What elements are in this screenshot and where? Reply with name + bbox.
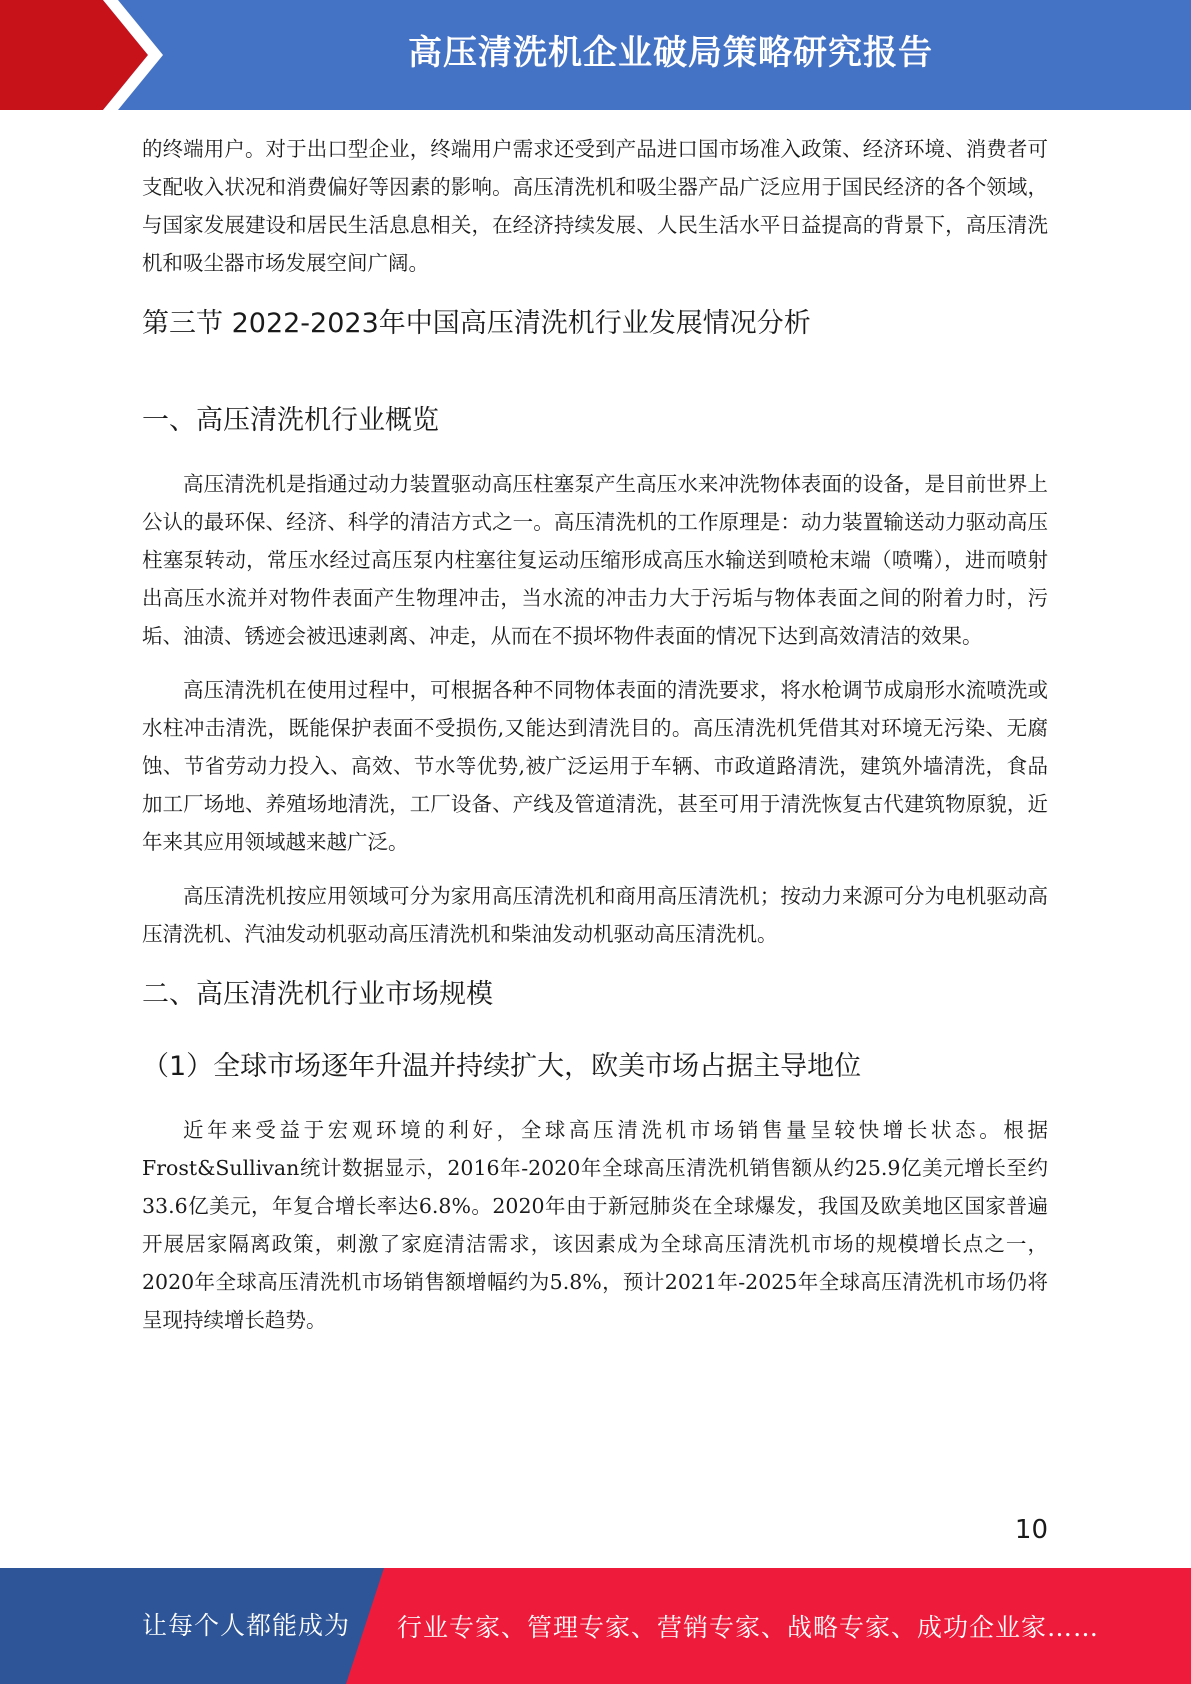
heading-market-size: 二、高压清洗机行业市场规模 (142, 979, 493, 1010)
heading-overview: 一、高压清洗机行业概览 (142, 405, 439, 436)
intro-paragraph: 的终端用户。对于出口型企业，终端用户需求还受到产品进口国市场准入政策、经济环境、消费者可支配收入状况和消费偏好等因素的影响。高压清洗机和吸尘器产品广泛应用于国民经济的各个领域，与国家发展建设和居民生活息息相关，在经济持续发展、人民生活水平日益提高的背景下，高压清洗机和吸尘器市场发展空间广阔。 (142, 137, 1048, 275)
market-paragraph: 近年来受益于宏观环境的利好，全球高压清洗机市场销售量呈较快增长状态。根据Frost&Sullivan统计数据显示，2016年-2020年全球高压清洗机销售额从约25.9亿美元增长至约33.6亿美元，年复合增长率达6.8%。2020年由于新冠肺炎在全球爆发，我国及欧美地区国家普遍开展居家隔离政策，刺激了家庭清洁需求，该因素成为全球高压清洗机市场的规模增长点之一，2020年全球高压清洗机市场销售额增幅约为5.8%，预计2021年-2025年全球高压清洗机市场仍将呈现持续增长趋势。 (142, 1118, 1048, 1332)
report-title: 高压清洗机企业破局策略研究报告 (408, 33, 933, 73)
page-number: 10 (1014, 1515, 1048, 1545)
page-footer (0, 1568, 1191, 1684)
page-header (0, 0, 1191, 110)
page-content (142, 130, 1048, 1339)
overview-paragraph-3: 高压清洗机按应用领域可分为家用高压清洗机和商用高压清洗机；按动力来源可分为电机驱动高压清洗机、汽油发动机驱动高压清洗机和柴油发动机驱动高压清洗机。 (142, 884, 1048, 946)
footer-slogan-left: 让每个人都能成为 (142, 1611, 351, 1640)
subheading-global-market: （1）全球市场逐年升温并持续扩大，欧美市场占据主导地位 (142, 1051, 862, 1082)
footer-slogan-right: 行业专家、管理专家、营销专家、战略专家、成功企业家…… (397, 1613, 1100, 1642)
overview-paragraph-1: 高压清洗机是指通过动力装置驱动高压柱塞泵产生高压水来冲洗物体表面的设备，是目前世界上公认的最环保、经济、科学的清洁方式之一。高压清洗机的工作原理是：动力装置输送动力驱动高压柱塞泵转动，常压水经过高压泵内柱塞往复运动压缩形成高压水输送到喷枪末端（喷嘴），进而喷射出高压水流并对物件表面产生物理冲击，当水流的冲击力大于污垢与物体表面之间的附着力时，污垢、油渍、锈迹会被迅速剥离、冲走，从而在不损坏物件表面的情况下达到高效清洁的效果。 (142, 472, 1048, 648)
overview-paragraph-2: 高压清洗机在使用过程中，可根据各种不同物体表面的清洗要求，将水枪调节成扇形水流喷洗或水柱冲击清洗，既能保护表面不受损伤,又能达到清洗目的。高压清洗机凭借其对环境无污染、无腐蚀、节省劳动力投入、高效、节水等优势,被广泛运用于车辆、市政道路清洗，建筑外墙清洗，食品加工厂场地、养殖场地清洗，工厂设备、产线及管道清洗，甚至可用于清洗恢复古代建筑物原貌，近年来其应用领域越来越广泛。 (142, 678, 1048, 854)
section-title: 第三节 2022-2023年中国高压清洗机行业发展情况分析 (142, 308, 811, 339)
